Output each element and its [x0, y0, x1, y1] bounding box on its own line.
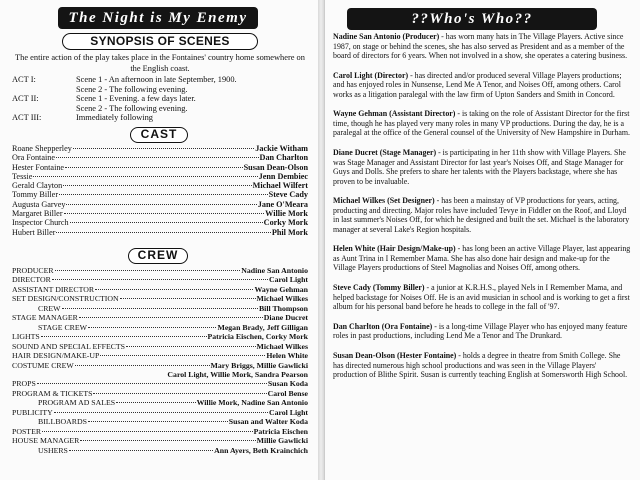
cast-row	[12, 190, 308, 199]
bio-role: (Hair Design/Make-up)	[377, 244, 456, 254]
bio-name: Wayne Gehman	[333, 109, 388, 119]
person-name: Millie Gawlicki	[256, 436, 308, 446]
crew-list	[12, 266, 308, 455]
role-label: Inspector Church	[12, 218, 69, 228]
person-name: Patricia Eischen, Corky Mork	[207, 332, 308, 342]
left-program-page	[0, 0, 318, 480]
bio-text: - is participating in her 11th show with Village Players. She was Stage Manager and Assistant Director for last year's Noises Off, and Stage Manager for Guys and Dolls. She prefers to share her talents with the Players backstage, where she has proven to be invaluable.	[333, 148, 626, 186]
dot-leader	[59, 194, 268, 195]
role-label: PUBLICITY	[12, 407, 53, 417]
role-label: COSTUME CREW	[12, 360, 74, 370]
role-label: STAGE CREW	[38, 322, 87, 332]
bio-name: Carol Light	[333, 70, 373, 80]
role-label: LIGHTS	[12, 332, 40, 342]
role-label: PROPS	[12, 379, 36, 389]
dot-leader	[93, 393, 266, 394]
cast-row	[12, 209, 308, 218]
person-name: Susan Koda	[267, 379, 308, 389]
person-name: Corky Mork	[263, 218, 308, 228]
dot-leader	[75, 365, 210, 366]
act-label	[12, 104, 76, 114]
role-label: HOUSE MANAGER	[12, 436, 80, 446]
bio-name: Diane Ducret	[333, 148, 378, 158]
person-name: Bill Thompson	[258, 303, 308, 313]
person-name: Michael Wilkes	[256, 341, 308, 351]
dot-leader	[73, 148, 255, 149]
scene-description: Immediately following	[76, 113, 153, 123]
role-label: Ora Fontaine	[12, 153, 55, 163]
dot-leader	[56, 157, 259, 158]
bio-name: Dan Charlton	[333, 321, 380, 331]
cast-row	[12, 200, 308, 209]
act-row	[12, 104, 308, 114]
dot-leader	[66, 204, 256, 205]
bio-paragraph	[333, 322, 631, 341]
cast-row	[12, 228, 308, 237]
role-label: Gerald Clayton	[12, 181, 63, 191]
act-row	[12, 85, 308, 95]
bio-role: (Set Designer)	[387, 196, 435, 206]
crew-row	[12, 266, 308, 275]
role-label: BILLBOARDS	[38, 417, 87, 427]
role-label: Margaret Biller	[12, 209, 63, 219]
role-label: Tommy Biller	[12, 190, 59, 200]
role-label: HAIR DESIGN/MAKE-UP	[12, 351, 100, 361]
cast-row	[12, 172, 308, 181]
crew-heading: CREW	[128, 248, 188, 264]
dot-leader	[69, 450, 213, 451]
bio-paragraph	[333, 32, 631, 61]
role-label: ASSISTANT DIRECTOR	[12, 284, 95, 294]
act-row	[12, 75, 308, 85]
role-label: PROGRAM & TICKETS	[12, 388, 93, 398]
dot-leader	[79, 317, 263, 318]
crew-row	[12, 389, 308, 398]
role-label: SOUND AND SPECIAL EFFECTS	[12, 341, 126, 351]
dot-leader	[80, 440, 255, 441]
bio-paragraph	[333, 351, 631, 380]
scene-description: Scene 2 - The following evening.	[76, 103, 188, 113]
role-label: Augusta Garvey	[12, 199, 66, 209]
act-label	[12, 85, 76, 95]
dot-leader	[120, 298, 256, 299]
person-name: Susan and Walter Koda	[228, 417, 308, 427]
person-name: Willie Mork	[265, 209, 308, 219]
bio-role: (Assistant Director)	[389, 109, 456, 119]
dot-leader	[33, 176, 257, 177]
dot-leader	[126, 346, 256, 347]
crew-row	[12, 351, 308, 360]
crew-row	[12, 379, 308, 388]
bio-paragraph	[333, 109, 631, 138]
cast-row	[12, 218, 308, 227]
role-label: USHERS	[38, 445, 68, 455]
dot-leader	[52, 279, 268, 280]
role-label: Roane Shepperley	[12, 144, 72, 153]
bio-list	[333, 32, 631, 390]
crew-row	[12, 275, 308, 284]
dot-leader	[64, 213, 265, 214]
bio-name: Nadine San Antonio	[333, 32, 401, 41]
cast-row	[12, 153, 308, 162]
cast-row	[12, 144, 308, 153]
person-name: Jackie Witham	[255, 144, 308, 153]
bio-role: (Director)	[374, 70, 409, 80]
dot-leader	[88, 327, 216, 328]
scene-description: Scene 1 - An afternoon in late September, 1900.	[76, 75, 237, 84]
crew-row	[12, 323, 308, 332]
dot-leader	[37, 383, 267, 384]
role-label: STAGE MANAGER	[12, 313, 78, 323]
dot-leader	[65, 167, 243, 168]
bio-name: Helen White	[333, 244, 376, 254]
dot-leader	[42, 431, 253, 432]
crew-row	[12, 427, 308, 436]
crew-row	[12, 294, 308, 303]
person-name: Carol Light	[268, 275, 308, 285]
bio-name: Michael Wilkes	[333, 196, 386, 206]
person-name: Carol Light, Willie Mork, Sandra Pearson	[167, 369, 308, 379]
act-row	[12, 94, 308, 104]
person-name: Willie Mork, Nadine San Antonio	[196, 398, 308, 408]
bio-name: Susan Dean-Olson	[333, 351, 396, 360]
bio-role: (Ora Fontaine)	[381, 321, 433, 331]
person-name: Patricia Eischen	[253, 426, 308, 436]
bio-text: - has been a mainstay of VP productions for years, acting, producting and directing. Major roles have included Tevye in Fiddler on the Roof, and Lloyd in last summer's Noises Off, for which he designed and built the set. Michael is the laboratory manager at several Lake's Region hospitals.	[333, 196, 630, 234]
crew-row	[12, 370, 308, 379]
dot-leader	[54, 412, 268, 413]
person-name: Michael Wilkes	[256, 294, 308, 304]
crew-row	[12, 436, 308, 445]
person-name: Michael Wilfert	[252, 181, 308, 191]
dot-leader	[63, 185, 251, 186]
dot-leader	[62, 308, 258, 309]
person-name: Wayne Gehman	[254, 284, 308, 294]
person-name: Diane Ducret	[263, 313, 308, 323]
play-title-banner: The Night is My Enemy	[58, 7, 258, 29]
bio-text: - has directed and/or produced several Village Players productions; and has enjoyed roles in Nunsense, Lend Me A Tenor, and Noises Off, among others. Carol works as a litigation paralegal with the law firm of Upton Sanders and Smith in Concord.	[333, 70, 622, 99]
role-label: Hester Fontaine	[12, 162, 65, 172]
role-label: PRODUCER	[12, 266, 54, 275]
person-name: Steve Cady	[268, 190, 308, 200]
person-name: Megan Brady, Jeff Gilligan	[217, 322, 308, 332]
role-label: PROGRAM AD SALES	[38, 398, 116, 408]
crew-row	[12, 313, 308, 322]
crew-row	[12, 285, 308, 294]
synopsis-intro: The entire action of the play takes place in the Fontaines' country home somewhere on the English coast.	[15, 53, 305, 73]
crew-row	[12, 342, 308, 351]
crew-row	[12, 332, 308, 341]
bio-role: (Stage Manager)	[379, 148, 437, 158]
person-name: Carol Light	[268, 407, 308, 417]
bio-text: - holds a degree in theatre from Smith College. She has directed numerous high school productions and was seen in the Village Players' production of Blithe Spirit. Susan is currently teaching English at Somersworth High School.	[333, 351, 628, 379]
bio-text: - a junior at K.R.H.S., played Nels in I Remember Mama, and helped backstage for Noises Off. He is an avid musician in school and is working to get a first album for his personal band before he heads to college in the fall of '97.	[333, 283, 630, 312]
cast-heading: CAST	[130, 127, 188, 143]
person-name: Ann Ayers, Beth Krainchich	[214, 445, 308, 455]
person-name: Carol Bense	[267, 388, 308, 398]
crew-row	[12, 398, 308, 407]
dot-leader	[116, 402, 195, 403]
dot-leader	[55, 270, 241, 271]
person-name: Dan Charlton	[259, 153, 308, 163]
act-list	[12, 75, 308, 123]
scene-description: Scene 2 - The following evening.	[76, 84, 188, 94]
dot-leader	[41, 336, 207, 337]
person-name: Jenn Dembiec	[258, 171, 308, 181]
bio-paragraph	[333, 71, 631, 100]
role-label: POSTER	[12, 426, 42, 436]
bio-role: (Producer)	[402, 32, 440, 41]
crew-row	[12, 417, 308, 426]
person-name: Nadine San Antonio	[241, 266, 308, 275]
cast-row	[12, 181, 308, 190]
role-label: Hubert Biller	[12, 227, 56, 237]
role-label: Tessie	[12, 171, 33, 181]
dot-leader	[70, 222, 263, 223]
crew-row	[12, 304, 308, 313]
dot-leader	[88, 421, 228, 422]
cast-row	[12, 163, 308, 172]
act-label: ACT II:	[12, 94, 39, 104]
bio-role: (Tommy Biller)	[372, 283, 425, 293]
crew-row	[12, 361, 308, 370]
bio-text: - has worn many hats in The Village Players. Active since 1987, on stage or behind the scenes, she has also served as President and as a member of the board of directors for 6 years. When not involved in a show, she operates a catering business.	[333, 32, 628, 60]
crew-row	[12, 408, 308, 417]
dot-leader	[95, 289, 253, 290]
bio-paragraph	[333, 283, 631, 312]
scene-description: Scene 1 - Evening. a few days later.	[76, 94, 196, 104]
dot-leader	[56, 232, 270, 233]
crew-row	[12, 446, 308, 455]
bio-text: - is taking on the role of Assistant Director for the first time, though he has played very many roles in many VP productions. During the day, he is a paralegal at the office of the General counsel of the University of New Hampshire in Durham.	[333, 109, 630, 138]
person-name: Helen White	[266, 351, 308, 361]
role-label: SET DESIGN/CONSTRUCTION	[12, 294, 119, 304]
bio-paragraph	[333, 148, 631, 186]
synopsis-heading: SYNOPSIS OF SCENES	[62, 33, 258, 50]
act-row	[12, 113, 308, 123]
act-label: ACT I:	[12, 75, 36, 84]
cast-list	[12, 144, 308, 237]
bio-text: - is a long-time Village Player who has enjoyed many feature roles in past productions, including Lend Me a Tenor and The Drunkard.	[333, 321, 628, 341]
bio-paragraph	[333, 196, 631, 234]
act-label: ACT III:	[12, 113, 42, 123]
person-name: Phil Mork	[271, 227, 308, 237]
bio-role: (Hester Fontaine)	[397, 351, 457, 360]
role-label: CREW	[38, 303, 61, 313]
bio-text: - has long been an active Village Player, last appearing as Aunt Trina in I Remember Mama. She has also done hair design and make-up for the Village Players productions of Steel Magnolias and Noises Off, among others.	[333, 244, 631, 273]
person-name: Mary Briggs, Millie Gawlicki	[210, 360, 308, 370]
person-name: Susan Dean-Olson	[243, 162, 308, 172]
bio-name: Steve Cady	[333, 283, 371, 293]
right-program-page	[324, 0, 640, 480]
bio-paragraph	[333, 244, 631, 273]
role-label: DIRECTOR	[12, 275, 51, 285]
dot-leader	[100, 355, 265, 356]
person-name: Jane O'Meara	[257, 199, 308, 209]
whos-who-banner: ??Who's Who??	[347, 8, 597, 30]
